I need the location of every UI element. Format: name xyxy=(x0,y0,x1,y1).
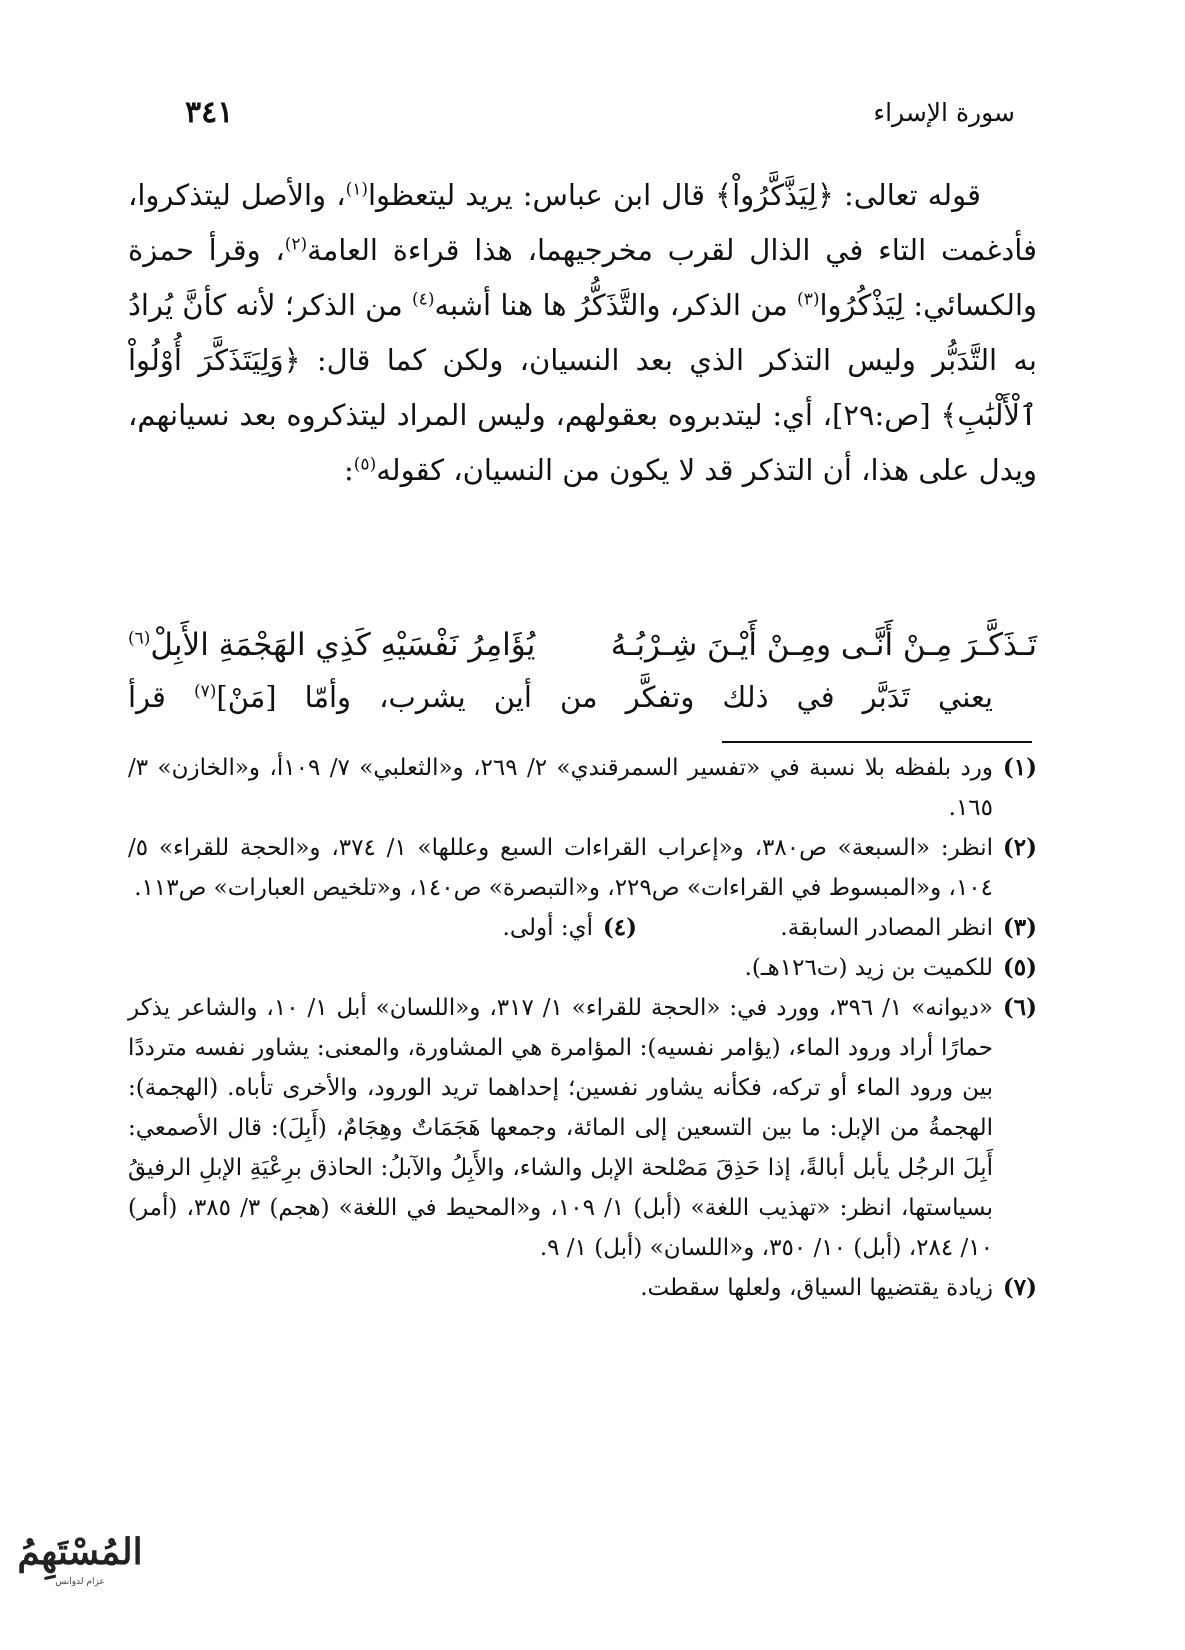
footnotes xyxy=(128,748,1037,1308)
footnote-number: (٦) xyxy=(1002,994,1037,1021)
footnote-number: (١) xyxy=(1002,754,1037,781)
footnote-item xyxy=(128,748,1037,828)
page-number: ٣٤١ xyxy=(185,94,234,130)
footnote-ref: (٤) xyxy=(412,289,435,310)
text-run: من الذكر؛ لأنه كأنَّ يُرادُ به التَّدَبُّر وليس التذكر الذي بعد النسيان، ولكن كما قال: xyxy=(128,288,1037,377)
footnote-ref: (٣) xyxy=(797,289,820,310)
quran-quote: ﴿لِيَذَّكَّرُواْ﴾ xyxy=(715,178,834,212)
footnote-text: زيادة يقتضيها السياق، ولعلها سقطت. xyxy=(640,1275,993,1301)
footnote-item xyxy=(637,908,1037,948)
footnote-number: (٥) xyxy=(1002,954,1037,981)
footnote-number: (٢) xyxy=(1002,834,1037,861)
publisher-logo xyxy=(10,1522,150,1592)
text-run: ، والأصل ليتذكروا، فأدغمت التاء في الذال لقرب مخرجيهما، هذا قراءة العامة xyxy=(128,178,1037,267)
logo-text: المُسْتَهِمُ xyxy=(17,1531,143,1573)
running-title: سورة الإسراء xyxy=(873,97,1015,127)
text-run: : xyxy=(344,453,354,487)
text-run: يعني تَدَبَّر في ذلك وتفكَّر من أين يشرب، وأمّا [مَنْ] xyxy=(216,680,994,714)
continuation-line xyxy=(128,672,993,722)
footnote-item xyxy=(128,828,1037,908)
verse-second-hemistich: يُؤَامِرُ نَفْسَيْهِ كَذِي الهَجْمَةِ الأَبِلْ xyxy=(150,627,536,663)
footnote-number: (٧) xyxy=(1002,1274,1037,1301)
footnote-divider xyxy=(722,741,1032,743)
footnote-number: (٣) xyxy=(1002,914,1037,941)
text-run: قرأ xyxy=(128,680,194,714)
footnote-item xyxy=(128,988,1037,1268)
text-run: قال ابن عباس: يريد ليتعظوا xyxy=(368,178,716,212)
footnote-text: ورد بلفظه بلا نسبة في «تفسير السمرقندي» ٢/ ٢٦٩، و«الثعلبي» ٧/ ١٠٩أ، و«الخازن» ٣/ ١٦٥. xyxy=(128,755,993,821)
page-header xyxy=(185,92,1015,132)
paragraph xyxy=(128,168,1037,498)
footnote-item xyxy=(128,1268,1037,1308)
footnote-item xyxy=(503,908,637,948)
poetry-verse xyxy=(128,620,1037,670)
footnote-pair xyxy=(128,908,1037,948)
verse-second-hemistich-wrap xyxy=(128,620,535,670)
footnote-ref: (٦) xyxy=(128,628,151,649)
footnote-ref: (٢) xyxy=(284,234,308,255)
footnote-ref: (١) xyxy=(345,179,368,200)
footnote-text: أي: أولى. xyxy=(502,915,593,941)
text-run: من الذكر، والتَّذَكُّرُ ها هنا أشبه xyxy=(434,288,798,322)
footnote-ref: (٧) xyxy=(193,681,217,702)
footnote-item xyxy=(128,948,1037,988)
body-text xyxy=(128,168,1037,498)
text-run: ، وقرأ حمزة والكسائي: لِيَذْكُرُوا xyxy=(128,233,1038,322)
footnote-ref: (٥) xyxy=(353,454,377,475)
footnote-number: (٤) xyxy=(602,914,637,941)
text-run: قوله تعالى: xyxy=(833,178,981,212)
text-run: [ص:٢٩]، أي: ليتدبروه بعقولهم، وليس المراد ليتذكروه بعد نسيانهم، ويدل على هذا، أن التذكر قد لا يكون من النسيان، كقوله xyxy=(128,398,1037,487)
verse-first-hemistich: تَـذَكَّـرَ مِـنْ أَنَّـى ومِـنْ أَيْـنَ شِـرْبُـهُ xyxy=(610,627,1037,663)
footnote-text: للكميت بن زيد (ت١٢٦هـ). xyxy=(744,955,993,981)
quran-quote: ﴿وَلِيَتَذَكَّرَ أُوْلُواْ ٱلْأَلْبَٰبِ﴾ xyxy=(128,343,1037,432)
logo-subtext: عزام لدوانس xyxy=(55,1577,105,1587)
footnote-text: «ديوانه» ١/ ٣٩٦، وورد في: «الحجة للقراء» ١/ ٣١٧، و«اللسان» أبل ١/ ١٠، والشاعر يذكر حمارًا أراد ورود الماء، (يؤامر نفسيه): المؤامرة هي المشاورة، والمعنى: يشاور نفسه مترددًا بين ورود الماء أو تركه، فكأنه يشاور نفسين؛ إحداهما تريد الورود، والأخرى تأباه. (الهجمة): الهجمةُ من الإبل: ما بين التسعين إلى المائة، وجمعها هَجَمَاتٌ وهِجَامٌ، (أَبِلَ): قال الأصمعي: أَبِلَ الرجُل يأبل أبالةً، إذا حَذِقَ مَصْلحة الإبل والشاء، والأَبِلُ والآبلُ: الحاذق برِعْيَةِ الإبلِ الرفيقُ بسياستها، انظر: «تهذيب اللغة» (أبل) ١/ ١٠٩، و«المحيط في اللغة» (هجم) ٣/ ٣٨٥، (أمر) ١٠/ ٢٨٤، (أبل) ١٠/ ٣٥٠، و«اللسان» (أبل) ١/ ٩. xyxy=(128,995,993,1261)
footnote-text: انظر المصادر السابقة. xyxy=(780,915,993,941)
footnote-text: انظر: «السبعة» ص٣٨٠، و«إعراب القراءات السبع وعللها» ١/ ٣٧٤، و«الحجة للقراء» ٥/ ١٠٤، و«المبسوط في القراءات» ص٢٢٩، و«التبصرة» ص١٤٠، و«تلخيص العبارات» ص١١٣. xyxy=(128,835,994,901)
